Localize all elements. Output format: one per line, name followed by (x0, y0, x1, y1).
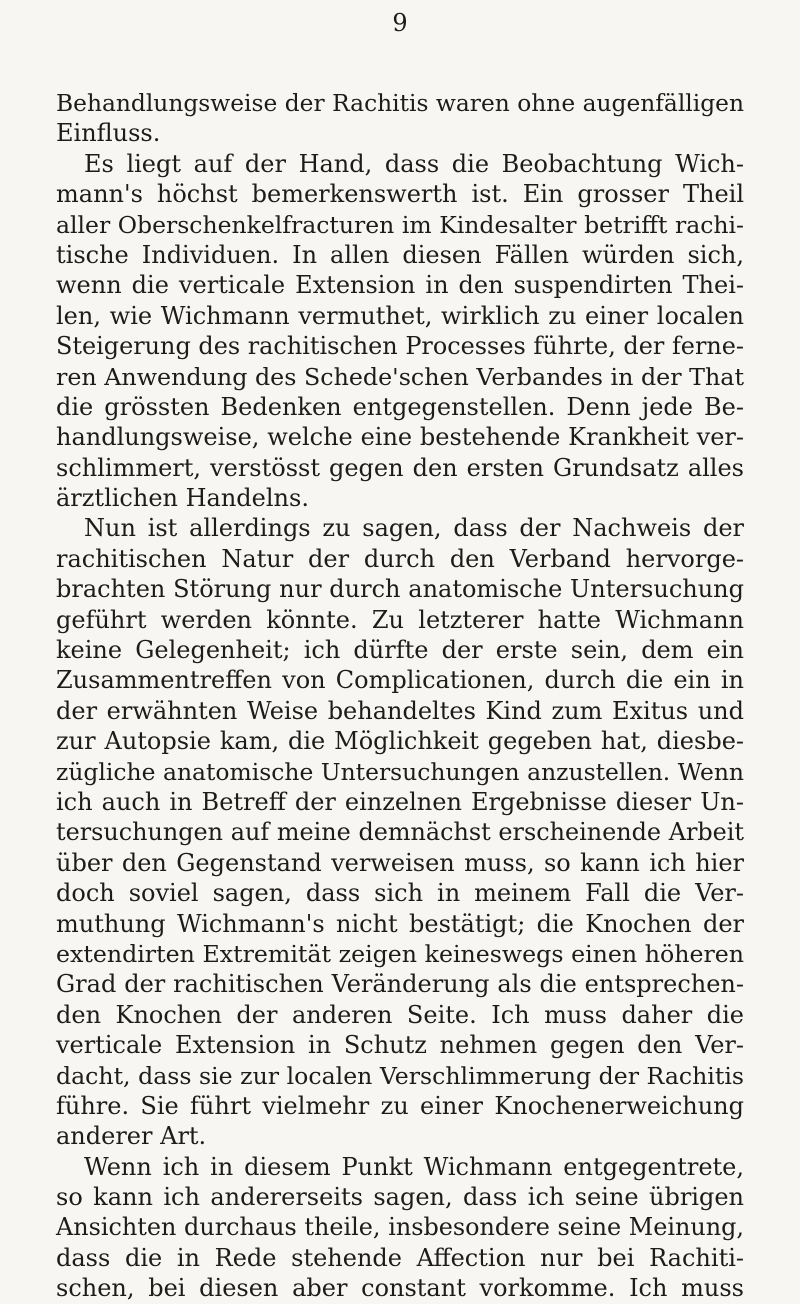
text-line: mann's höchst bemerkenswerth ist. Ein grosser Theil (56, 180, 744, 209)
text-line: schlimmert, verstösst gegen den ersten Grundsatz alles (56, 453, 744, 482)
text-line: doch soviel sagen, dass sich in meinem Fall die Ver- (56, 879, 744, 908)
text-line: brachten Störung nur durch anatomische Untersuchung (56, 575, 744, 604)
text-line: Nun ist allerdings zu sagen, dass der Nachweis der (84, 514, 744, 543)
text-line: so kann ich andererseits sagen, dass ich seine übrigen (56, 1183, 744, 1212)
text-line: Wenn ich in diesem Punkt Wichmann entgegentrete, (84, 1152, 744, 1181)
text-line: über den Gegenstand verweisen muss, so kann ich hier (56, 848, 744, 877)
text-line: tische Individuen. In allen diesen Fällen würden sich, (56, 240, 744, 269)
text-line: geführt werden könnte. Zu letzterer hatte Wichmann (56, 605, 744, 634)
text-line: ich auch in Betreff der einzelnen Ergebnisse dieser Un- (56, 787, 744, 816)
text-line: anderer Art. (56, 1122, 207, 1151)
text-line: die grössten Bedenken entgegenstellen. Denn jede Be- (56, 392, 744, 421)
text-line: Es liegt auf der Hand, dass die Beobachtung Wich- (84, 149, 744, 178)
text-line: ren Anwendung des Schede'schen Verbandes in der That (56, 362, 744, 391)
page-number: 9 (392, 9, 408, 37)
text-line: keine Gelegenheit; ich dürfte der erste sein, dem ein (56, 636, 744, 665)
text-line: zügliche anatomische Untersuchungen anzustellen. Wenn (56, 757, 744, 786)
text-line: ärztlichen Handelns. (56, 484, 309, 513)
text-line: führe. Sie führt vielmehr zu einer Knochenerweichung (56, 1091, 744, 1120)
text-line: schen, bei diesen aber constant vorkomme. Ich muss (56, 1274, 744, 1303)
text-line: Behandlungsweise der Rachitis waren ohne augenfälligen (56, 89, 744, 117)
text-line: len, wie Wichmann vermuthet, wirklich zu einer localen (56, 301, 744, 330)
text-line: verticale Extension in Schutz nehmen gegen den Ver- (56, 1031, 744, 1060)
text-line: extendirten Extremität zeigen keineswegs einen höheren (56, 939, 744, 968)
text-line: der erwähnten Weise behandeltes Kind zum Exitus und (56, 696, 744, 725)
text-line: wenn die verticale Extension in den suspendirten Thei- (56, 271, 744, 300)
text-line: aller Oberschenkelfracturen im Kindesalter betrifft rachi- (56, 210, 744, 239)
text-line: tersuchungen auf meine demnächst erscheinende Arbeit (56, 818, 744, 847)
text-line: den Knochen der anderen Seite. Ich muss daher die (56, 1000, 744, 1029)
text-line: rachitischen Natur der durch den Verband hervorge- (56, 544, 744, 573)
text-line: dass die in Rede stehende Affection nur bei Rachiti- (56, 1243, 744, 1272)
body-text (56, 88, 744, 1304)
text-line: Ansichten durchaus theile, insbesondere seine Meinung, (56, 1213, 744, 1242)
text-line: Zusammentreffen von Complicationen, durch die ein in (56, 666, 744, 695)
text-line: handlungsweise, welche eine bestehende Krankheit ver- (56, 423, 744, 452)
text-line: muthung Wichmann's nicht bestätigt; die Knochen der (56, 909, 744, 938)
text-line: dacht, dass sie zur localen Verschlimmerung der Rachitis (56, 1061, 744, 1090)
text-line: Einfluss. (56, 119, 161, 148)
text-line: zur Autopsie kam, die Möglichkeit gegeben hat, diesbe- (56, 727, 744, 756)
text-line: Steigerung des rachitischen Processes führte, der ferne- (56, 332, 744, 361)
text-line: Grad der rachitischen Veränderung als die entsprechen- (56, 970, 744, 999)
